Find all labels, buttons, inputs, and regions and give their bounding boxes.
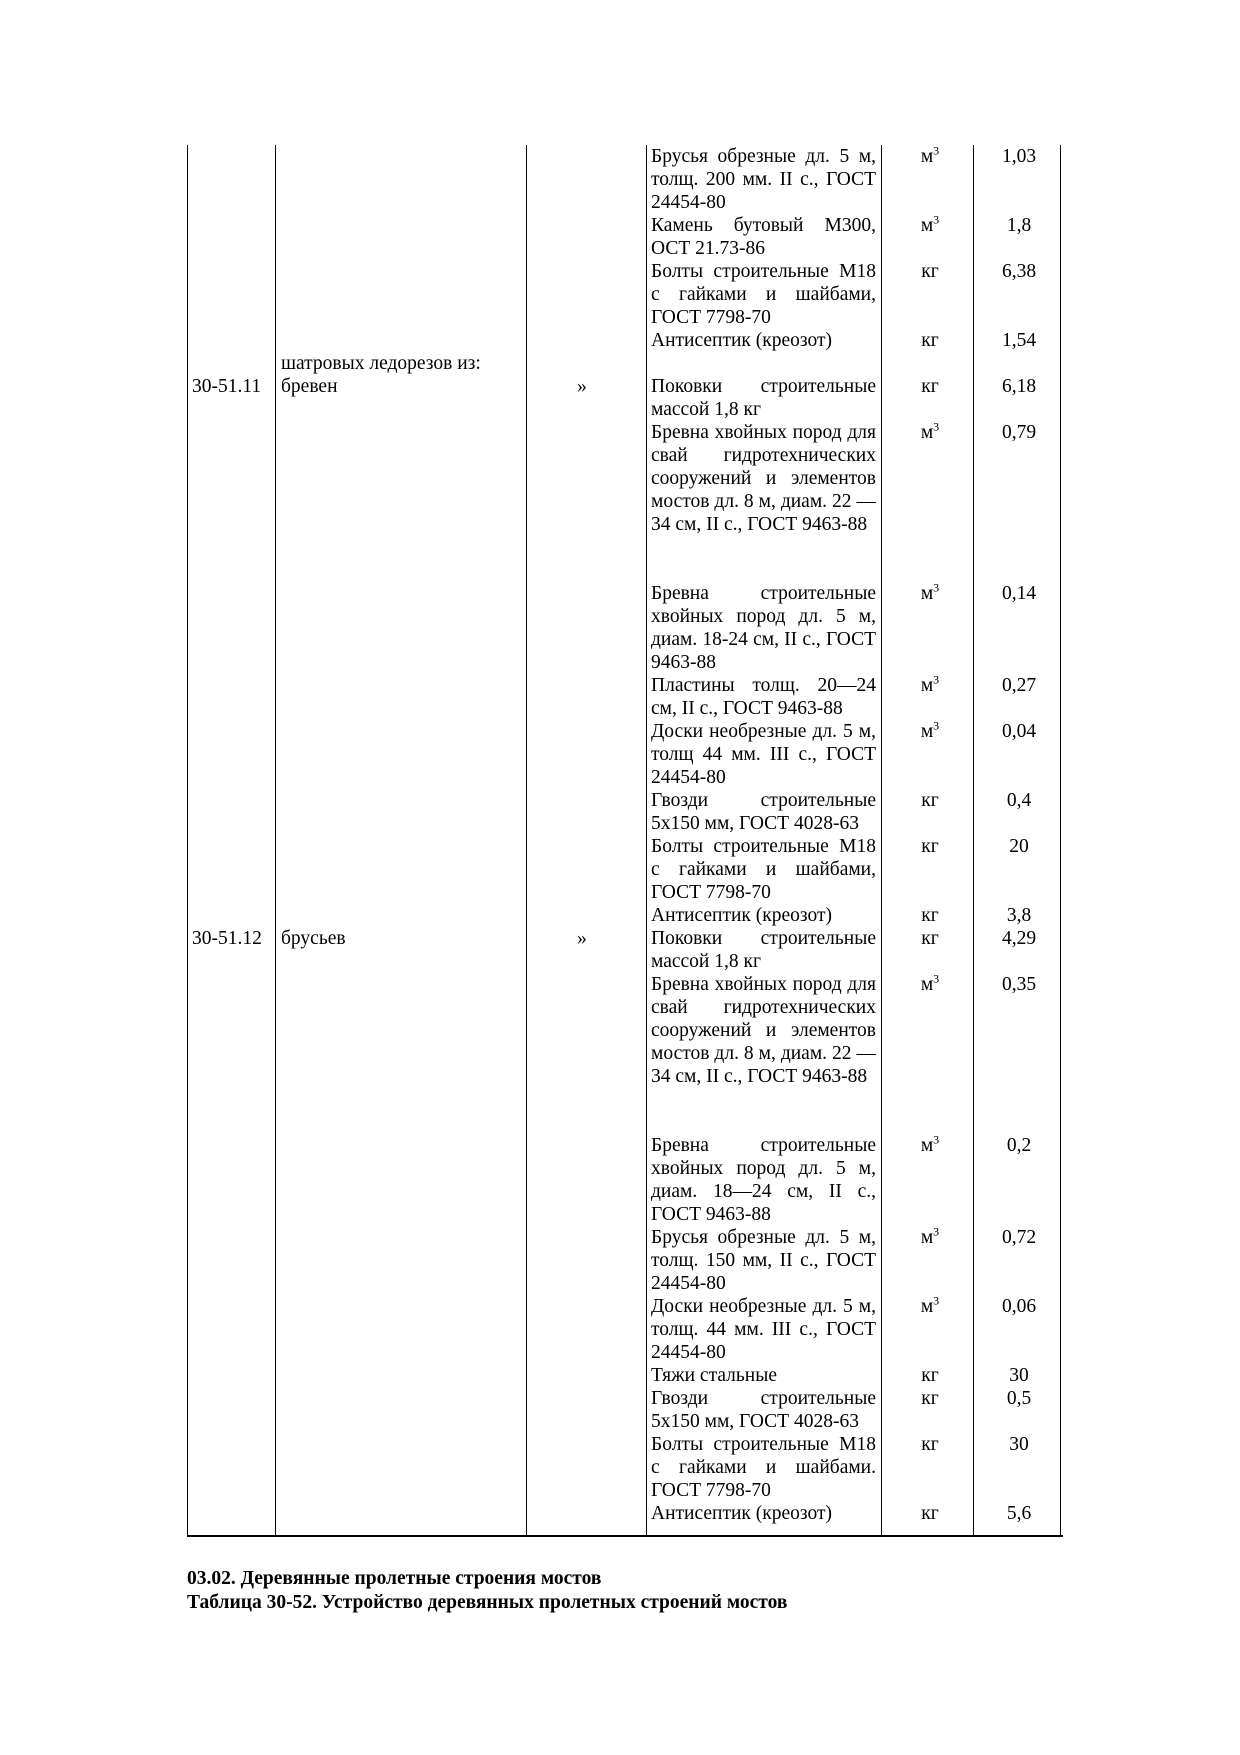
material-name: Доски необрезные дл. 5 м, толщ 44 мм. III с., ГОСТ 24454-80 bbox=[651, 721, 876, 788]
unit-label: кг bbox=[921, 261, 939, 282]
document-page bbox=[187, 145, 1063, 1615]
unit-cell bbox=[887, 1502, 973, 1525]
column-divider bbox=[526, 145, 527, 1537]
material-name: Поковки строительные массой 1,8 кг bbox=[651, 928, 876, 972]
unit-cell bbox=[887, 904, 973, 927]
unit-label: м bbox=[920, 1135, 934, 1156]
unit-exponent: 3 bbox=[933, 1224, 940, 1239]
material-name: Болты строительные М18 с гайками и шайбами. ГОСТ 7798-70 bbox=[651, 1434, 876, 1501]
footer-headings bbox=[187, 1567, 1063, 1615]
unit-label: м bbox=[920, 675, 934, 696]
quantity-value: 20 bbox=[1009, 836, 1029, 857]
quantity-value: 0,4 bbox=[1006, 790, 1032, 811]
quantity-value: 0,35 bbox=[1001, 974, 1037, 995]
quantity-value: 30 bbox=[1009, 1434, 1029, 1455]
column-divider bbox=[881, 145, 882, 1537]
quantity-value: 1,03 bbox=[1001, 146, 1037, 167]
unit-cell bbox=[887, 214, 973, 237]
unit-label: м bbox=[920, 1296, 934, 1317]
unit-cell bbox=[887, 145, 973, 168]
section-heading: 03.02. Деревянные пролетные строения мостов bbox=[187, 1568, 602, 1589]
unit-cell bbox=[887, 329, 973, 352]
unit-exponent: 3 bbox=[933, 419, 940, 434]
material-name: Гвозди строительные 5x150 мм, ГОСТ 4028-63 bbox=[651, 790, 876, 834]
material-name: Пластины толщ. 20—24 см, II с., ГОСТ 9463-88 bbox=[651, 675, 876, 719]
unit-exponent: 3 bbox=[933, 212, 940, 227]
material-name: Бревна хвойных пород для свай гидротехнических сооружений и элементов мостов дл. 8 м, диам. 22 — 34 см, II с., ГОСТ 9463-88 bbox=[651, 974, 876, 1087]
unit-label: м bbox=[920, 422, 934, 443]
quantity-value: 0,72 bbox=[1001, 1227, 1037, 1248]
resource-table bbox=[187, 145, 1063, 1537]
unit-cell bbox=[887, 375, 973, 398]
unit-label: кг bbox=[921, 1503, 939, 1524]
quantity-value: 4,29 bbox=[1001, 928, 1037, 949]
material-name: Камень бутовый М300, ОСТ 21.73-86 bbox=[651, 215, 876, 259]
entry-name: шатровых ледорезов из: bbox=[281, 353, 481, 374]
entry-code: 30-51.12 bbox=[192, 928, 262, 949]
material-name: Бревна хвойных пород для свай гидротехнических сооружений и элементов мостов дл. 8 м, диам. 22 — 34 см, II с., ГОСТ 9463-88 bbox=[651, 422, 876, 535]
unit-cell bbox=[887, 421, 973, 444]
table-bottom-border bbox=[187, 1535, 1063, 1537]
unit-cell bbox=[887, 1387, 973, 1410]
quantity-value: 6,18 bbox=[1001, 376, 1037, 397]
quantity-value: 0,14 bbox=[1001, 583, 1037, 604]
unit-label: м bbox=[920, 583, 934, 604]
ditto-mark: » bbox=[577, 376, 587, 397]
unit-cell bbox=[887, 789, 973, 812]
entry-name: бревен bbox=[281, 376, 338, 397]
material-name: Болты строительные М18 с гайками и шайбами, ГОСТ 7798-70 bbox=[651, 261, 876, 328]
quantity-value: 30 bbox=[1009, 1365, 1029, 1386]
quantity-value: 0,27 bbox=[1001, 675, 1037, 696]
unit-label: м bbox=[920, 974, 934, 995]
quantity-value: 5,6 bbox=[1006, 1503, 1032, 1524]
material-name: Антисептик (креозот) bbox=[651, 1503, 832, 1524]
material-name: Антисептик (креозот) bbox=[651, 330, 832, 351]
unit-label: кг bbox=[921, 376, 939, 397]
unit-label: кг bbox=[921, 330, 939, 351]
unit-cell bbox=[887, 1433, 973, 1456]
quantity-value: 6,38 bbox=[1001, 261, 1037, 282]
quantity-value: 0,04 bbox=[1001, 721, 1037, 742]
unit-cell bbox=[887, 1134, 973, 1157]
material-name: Антисептик (креозот) bbox=[651, 905, 832, 926]
material-name: Брусья обрезные дл. 5 м, толщ. 150 мм, II с., ГОСТ 24454-80 bbox=[651, 1227, 876, 1294]
unit-label: кг bbox=[921, 1434, 939, 1455]
unit-label: кг bbox=[921, 905, 939, 926]
material-name: Бревна строительные хвойных пород дл. 5 м, диам. 18—24 см, II с., ГОСТ 9463-88 bbox=[651, 1135, 876, 1225]
quantity-value: 0,06 bbox=[1001, 1296, 1037, 1317]
entry-code: 30-51.11 bbox=[192, 376, 262, 397]
entry-name: брусьев bbox=[281, 928, 346, 949]
column-divider bbox=[973, 145, 974, 1537]
unit-label: кг bbox=[921, 928, 939, 949]
quantity-value: 0,2 bbox=[1006, 1135, 1032, 1156]
unit-exponent: 3 bbox=[933, 1132, 940, 1147]
unit-label: кг bbox=[921, 1388, 939, 1409]
column-divider bbox=[275, 145, 276, 1537]
unit-label: кг bbox=[921, 790, 939, 811]
unit-exponent: 3 bbox=[933, 971, 940, 986]
unit-label: м bbox=[920, 215, 934, 236]
unit-cell bbox=[887, 835, 973, 858]
unit-cell bbox=[887, 1295, 973, 1318]
column-divider bbox=[646, 145, 647, 1537]
material-name: Брусья обрезные дл. 5 м, толщ. 200 мм. II с., ГОСТ 24454-80 bbox=[651, 146, 876, 213]
quantity-value: 1,54 bbox=[1001, 330, 1037, 351]
ditto-mark: » bbox=[577, 928, 587, 949]
unit-exponent: 3 bbox=[933, 1293, 940, 1308]
unit-exponent: 3 bbox=[933, 672, 940, 687]
unit-label: м bbox=[920, 721, 934, 742]
unit-exponent: 3 bbox=[933, 718, 940, 733]
material-name: Бревна строительные хвойных пород дл. 5 м, диам. 18-24 см, II с., ГОСТ 9463-88 bbox=[651, 583, 876, 673]
unit-exponent: 3 bbox=[933, 580, 940, 595]
material-name: Поковки строительные массой 1,8 кг bbox=[651, 376, 876, 420]
unit-cell bbox=[887, 582, 973, 605]
quantity-value: 0,79 bbox=[1001, 422, 1037, 443]
quantity-value: 1,8 bbox=[1006, 215, 1032, 236]
table-border-left bbox=[187, 145, 188, 1537]
unit-label: кг bbox=[921, 836, 939, 857]
quantity-value: 3,8 bbox=[1006, 905, 1032, 926]
unit-cell bbox=[887, 973, 973, 996]
unit-cell bbox=[887, 720, 973, 743]
material-name: Гвозди строительные 5x150 мм, ГОСТ 4028-63 bbox=[651, 1388, 876, 1432]
material-name: Доски необрезные дл. 5 м, толщ. 44 мм. III с., ГОСТ 24454-80 bbox=[651, 1296, 876, 1363]
table-title: Таблица 30-52. Устройство деревянных пролетных строений мостов bbox=[187, 1592, 788, 1613]
unit-cell bbox=[887, 260, 973, 283]
unit-cell bbox=[887, 674, 973, 697]
material-name: Тяжи стальные bbox=[651, 1365, 777, 1386]
unit-exponent: 3 bbox=[933, 143, 940, 158]
material-name: Болты строительные М18 с гайками и шайбами, ГОСТ 7798-70 bbox=[651, 836, 876, 903]
unit-label: м bbox=[920, 146, 934, 167]
unit-cell bbox=[887, 927, 973, 950]
unit-cell bbox=[887, 1226, 973, 1249]
quantity-value: 0,5 bbox=[1006, 1388, 1032, 1409]
unit-cell bbox=[887, 1364, 973, 1387]
unit-label: кг bbox=[921, 1365, 939, 1386]
unit-label: м bbox=[920, 1227, 934, 1248]
